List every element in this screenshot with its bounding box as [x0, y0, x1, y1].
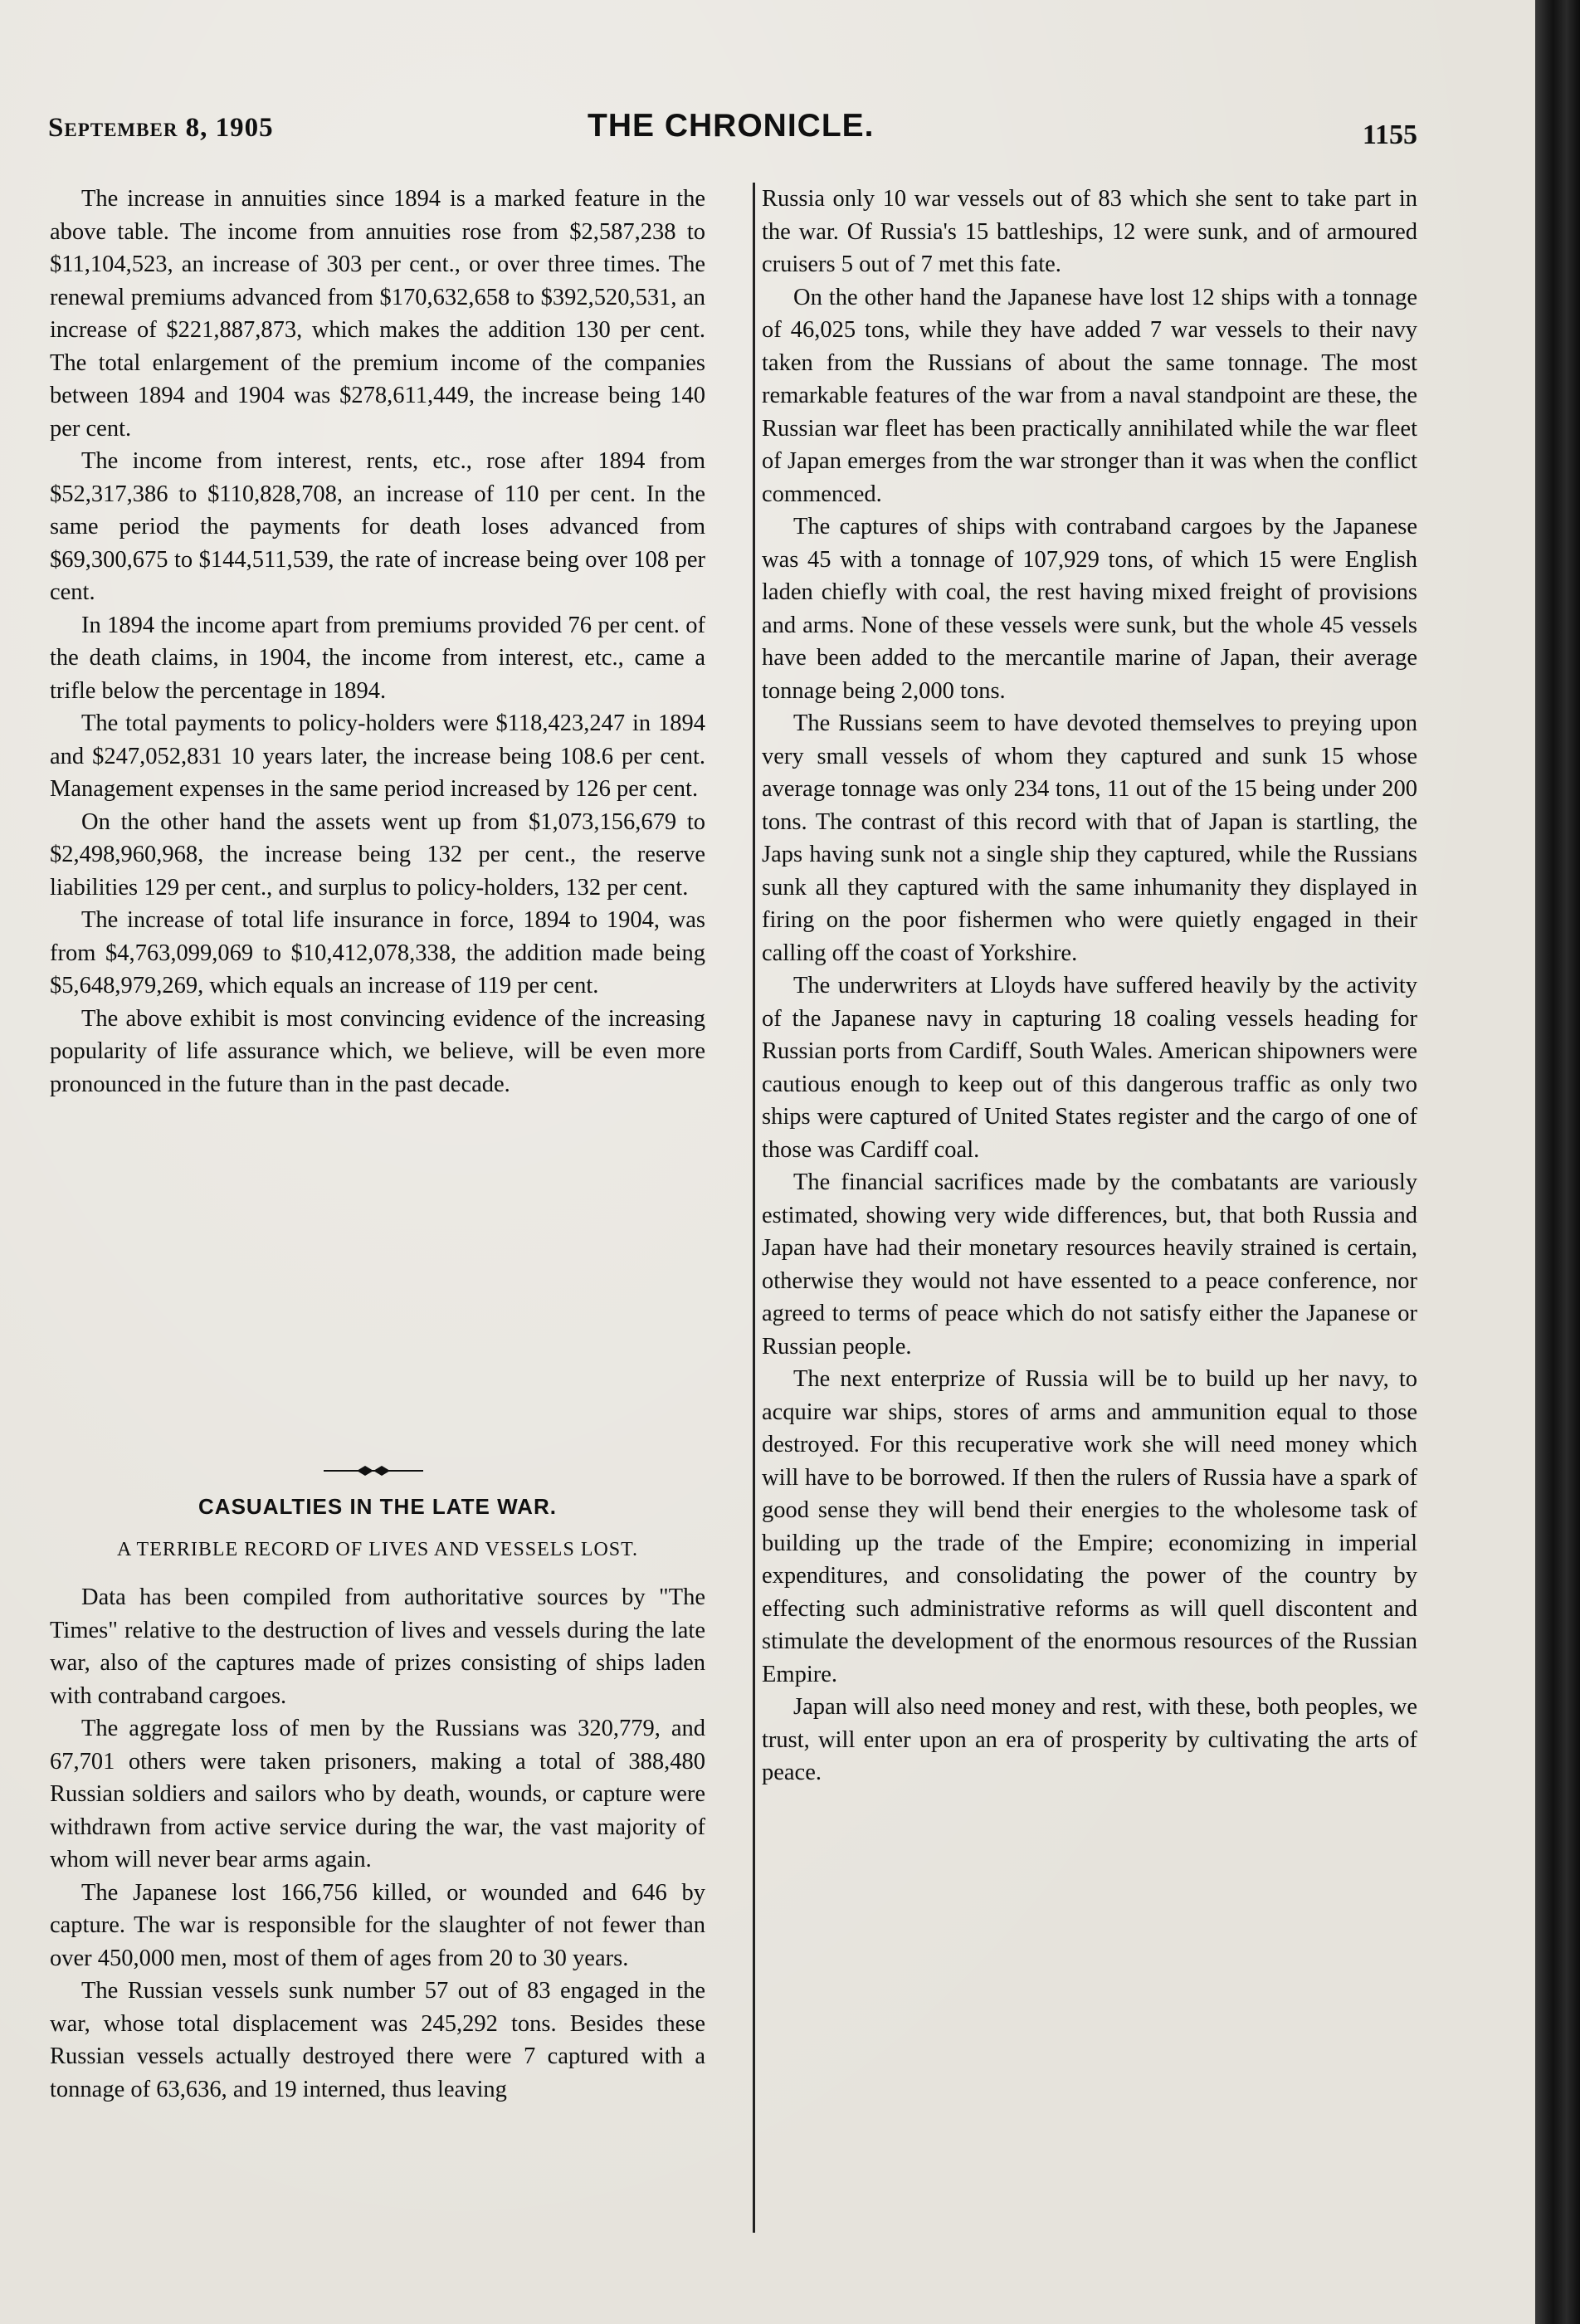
section-title: CASUALTIES IN THE LATE WAR.: [198, 1494, 557, 1519]
column-rule: [753, 183, 755, 2233]
paragraph: Japan will also need money and rest, with these, both peoples, we trust, will enter upon an era of prosperity by cultivating the arts of peace.: [762, 1694, 1417, 1785]
left-column-article: [50, 1581, 705, 2262]
paragraph: Data has been compiled from authoritative sources by "The Times" relative to the destruction of lives and vessels during the late war, also of the captures made of prizes consisting of ships laden with contraband cargoes.: [50, 1584, 705, 1709]
issue-date: September 8, 1905: [48, 113, 274, 143]
section-divider-ornament: [324, 1462, 423, 1479]
section-subtitle: A TERRIBLE RECORD OF LIVES AND VESSELS LOST.: [116, 1539, 639, 1560]
paragraph: The total payments to policy-holders were $118,423,247 in 1894 and $247,052,831 10 years later, the increase being 108.6 per cent. Management expenses in the same period increased by 126 per cent.: [50, 710, 705, 802]
paragraph: The Russian vessels sunk number 57 out of 83 engaged in the war, whose total displacement was 245,292 tons. Besides these Russian vessels actually destroyed there were 7 captured with a tonnage of 63,636, and 19 interned, thus leaving: [50, 1978, 705, 2102]
paragraph: The underwriters at Lloyds have suffered heavily by the activity of the Japanese navy in capturing 18 coaling vessels heading for Russian ports from Cardiff, South Wales. American shipowners were cautious enough to keep out of this dangerous traffic as only two ships were captured of United States register and the cargo of one of those was Cardiff coal.: [762, 973, 1417, 1163]
paragraph: The income from interest, rents, etc., rose after 1894 from $52,317,386 to $110,828,708, an increase of 110 per cent. In the same period the payments for death loses advanced from $69,300,675 to $144,511,539, the rate of increase being over 108 per cent.: [50, 448, 705, 605]
paragraph: The next enterprize of Russia will be to build up her navy, to acquire war ships, stores of arms and ammunition equal to those destroyed. For this recuperative work she will need money which will have to be borrowed. If then the rulers of Russia have a spark of good sense they will bend their energies to the wholesome task of building up the trade of the Empire; economizing in imperial expenditures, and consolidating the power of the country by effecting such administrative reforms as will quell discontent and stimulate the development of the enormous resources of the Russian Empire.: [762, 1366, 1417, 1687]
paragraph: The financial sacrifices made by the combatants are variously estimated, showing very wide differences, but, that both Russia and Japan have had their monetary resources heavily strained is certain, otherwise they would not have essented to a peace conference, nor agreed to terms of peace which do not satisfy either the Japanese or Russian people.: [762, 1169, 1417, 1360]
paragraph: On the other hand the assets went up from $1,073,156,679 to $2,498,960,968, the increase being 132 per cent., the reserve liabilities 129 per cent., and surplus to policy-holders, 132 per cent.: [50, 808, 705, 901]
paragraph: The captures of ships with contraband cargoes by the Japanese was 45 with a tonnage of 107,929 tons, of which 15 were English laden chiefly with coal, the rest having mixed freight of provisions and arms. None of these vessels were sunk, but the whole 45 vessels have been added to the mercantile marine of Japan, their average tonnage being 2,000 tons.: [762, 514, 1417, 704]
page-header: [48, 108, 1417, 158]
page-number: 1155: [1362, 120, 1417, 150]
publication-title: THE CHRONICLE.: [588, 108, 875, 144]
paragraph: Russia only 10 war vessels out of 83 which she sent to take part in the war. Of Russia's 15 battleships, 12 were sunk, and of armoured cruisers 5 out of 7 met this fate.: [762, 186, 1417, 277]
paragraph: In 1894 the income apart from premiums provided 76 per cent. of the death claims, in 1904, the income from interest, etc., came a trifle below the percentage in 1894.: [50, 612, 705, 704]
paragraph: On the other hand the Japanese have lost 12 ships with a tonnage of 46,025 tons, while they have added 7 war vessels to their navy taken from the Russians of about the same tonnage. The most remarkable features of the war from a naval standpoint are these, the Russian war fleet has been practically annihilated while the war fleet of Japan emerges from the war stronger than it was when the conflict commenced.: [762, 284, 1417, 507]
paragraph: The aggregate loss of men by the Russians was 320,779, and 67,701 others were taken prisoners, making a total of 388,480 Russian soldiers and sailors who by death, wounds, or capture were withdrawn from active service during the war, the vast majority of whom will never bear arms again.: [50, 1716, 705, 1872]
paragraph: The above exhibit is most convincing evidence of the increasing popularity of life assurance which, we believe, will be even more pronounced in the future than in the past decade.: [50, 1005, 705, 1097]
right-column: [762, 183, 1417, 2291]
paragraph: The increase of total life insurance in force, 1894 to 1904, was from $4,763,099,069 to $10,412,078,338, the addition made being $5,648,979,269, which equals an increase of 119 per cent.: [50, 907, 705, 998]
binding-edge: [1535, 0, 1580, 2324]
paragraph: The Russians seem to have devoted themselves to preying upon very small vessels of whom they captured and sunk 15 whose average tonnage was only 234 tons, 11 out of the 15 being under 200 tons. The contrast of this record with that of Japan is startling, the Japs having sunk not a single ship they captured, while the Russians sunk all they captured with the same inhumanity they displayed in firing on the poor fishermen who were quietly engaged in their calling off the coast of Yorkshire.: [762, 710, 1417, 966]
paragraph: The increase in annuities since 1894 is a marked feature in the above table. The income from annuities rose from $2,587,238 to $11,104,523, an increase of 303 per cent., or over three times. The renewal premiums advanced from $170,632,658 to $392,520,531, an increase of $221,887,873, which makes the addition 130 per cent. The total enlargement of the premium income of the companies between 1894 and 1904 was $278,611,449, the increase being 140 per cent.: [50, 186, 705, 442]
paragraph: The Japanese lost 166,756 killed, or wounded and 646 by capture. The war is responsible for the slaughter of not fewer than over 450,000 men, most of them of ages from 20 to 30 years.: [50, 1879, 705, 1971]
